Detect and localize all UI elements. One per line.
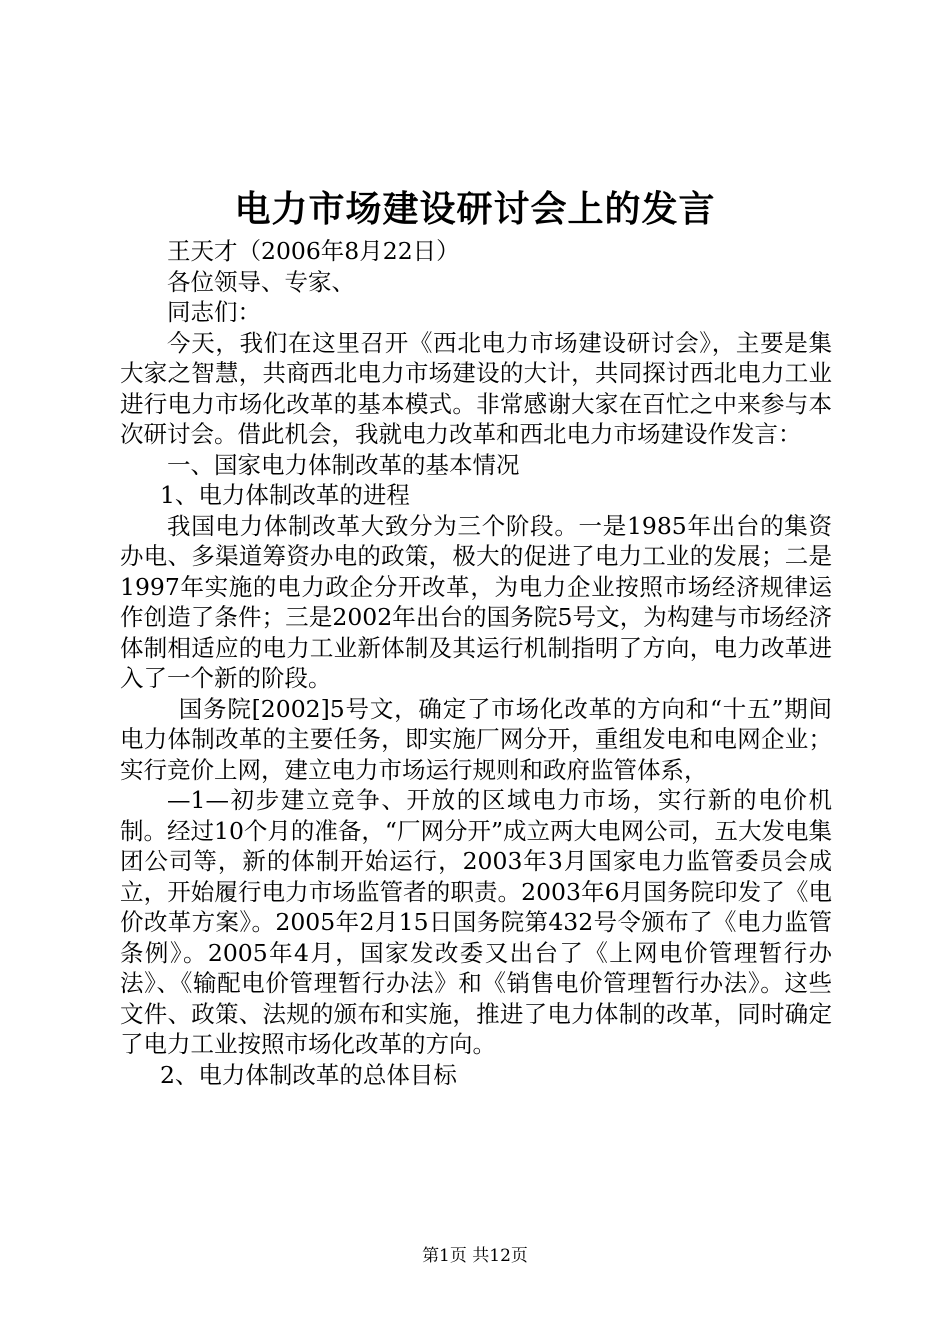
document-title: 电力市场建设研讨会上的发言 [234, 188, 716, 230]
subsection-heading-1: 1、电力体制改革的进程 [159, 481, 410, 509]
page-number: 第1页 共12页 [422, 1246, 528, 1266]
salutation-line-1: 各位领导、专家、 [167, 267, 355, 296]
subsection-heading-2: 2、电力体制改革的总体目标 [159, 1060, 457, 1089]
author-date-line: 王天才（2006年8月22日） [167, 237, 460, 265]
salutation-line-2: 同志们： [167, 298, 261, 326]
reform-stages-paragraph: 我国电力体制改革大致分为三个阶段。一是1985年出台的集资办电、多渠道筹资办电的政策，极大的促进了电力工业的发展；二是1997年实施的电力政企分开改革，为电力企业按照市场经济规律运作创造了条件；三是2002年出台的国务院5号文，为构建与市场经济体制相适应的电力工业新体制及其运行机制指明了方向，电力改革进入了一个新的阶段。 [120, 511, 832, 692]
page-footer [0, 1245, 950, 1267]
intro-paragraph: 今天，我们在这里召开《西北电力市场建设研讨会》，主要是集大家之智慧，共商西北电力市场建设的大计，共同探讨西北电力工业进行电力市场化改革的基本模式。非常感谢大家在百忙之中来参与本次研讨会。借此机会，我就电力改革和西北电力市场建设作发言： [120, 328, 832, 448]
reform-progress-paragraph: —1—初步建立竞争、开放的区域电力市场，实行新的电价机制。经过10个月的准备，“厂网分开”成立两大电网公司，五大发电集团公司等，新的体制开始运行，2003年3月国家电力监管委员会成立，开始履行电力市场监管者的职责。2003年6月国务院印发了《电价改革方案》。2005年2月15日国务院第432号令颁布了《电力监管条例》。2005年4月，国家发改委又出台了《上网电价管理暂行办法》、《输配电价管理暂行办法》和《销售电价管理暂行办法》。这些文件、政策、法规的颁布和实施，推进了电力体制的改革，同时确定了电力工业按照市场化改革的方向。 [120, 786, 832, 1058]
document-body [120, 236, 832, 1090]
section-heading-1: 一、国家电力体制改革的基本情况 [167, 450, 520, 479]
state-council-document-paragraph: 国务院[2002]5号文，确定了市场化改革的方向和“十五”期间电力体制改革的主要任务，即实施厂网分开，重组发电和电网企业；实行竞价上网，建立电力市场运行规则和政府监管体系， [120, 694, 832, 784]
